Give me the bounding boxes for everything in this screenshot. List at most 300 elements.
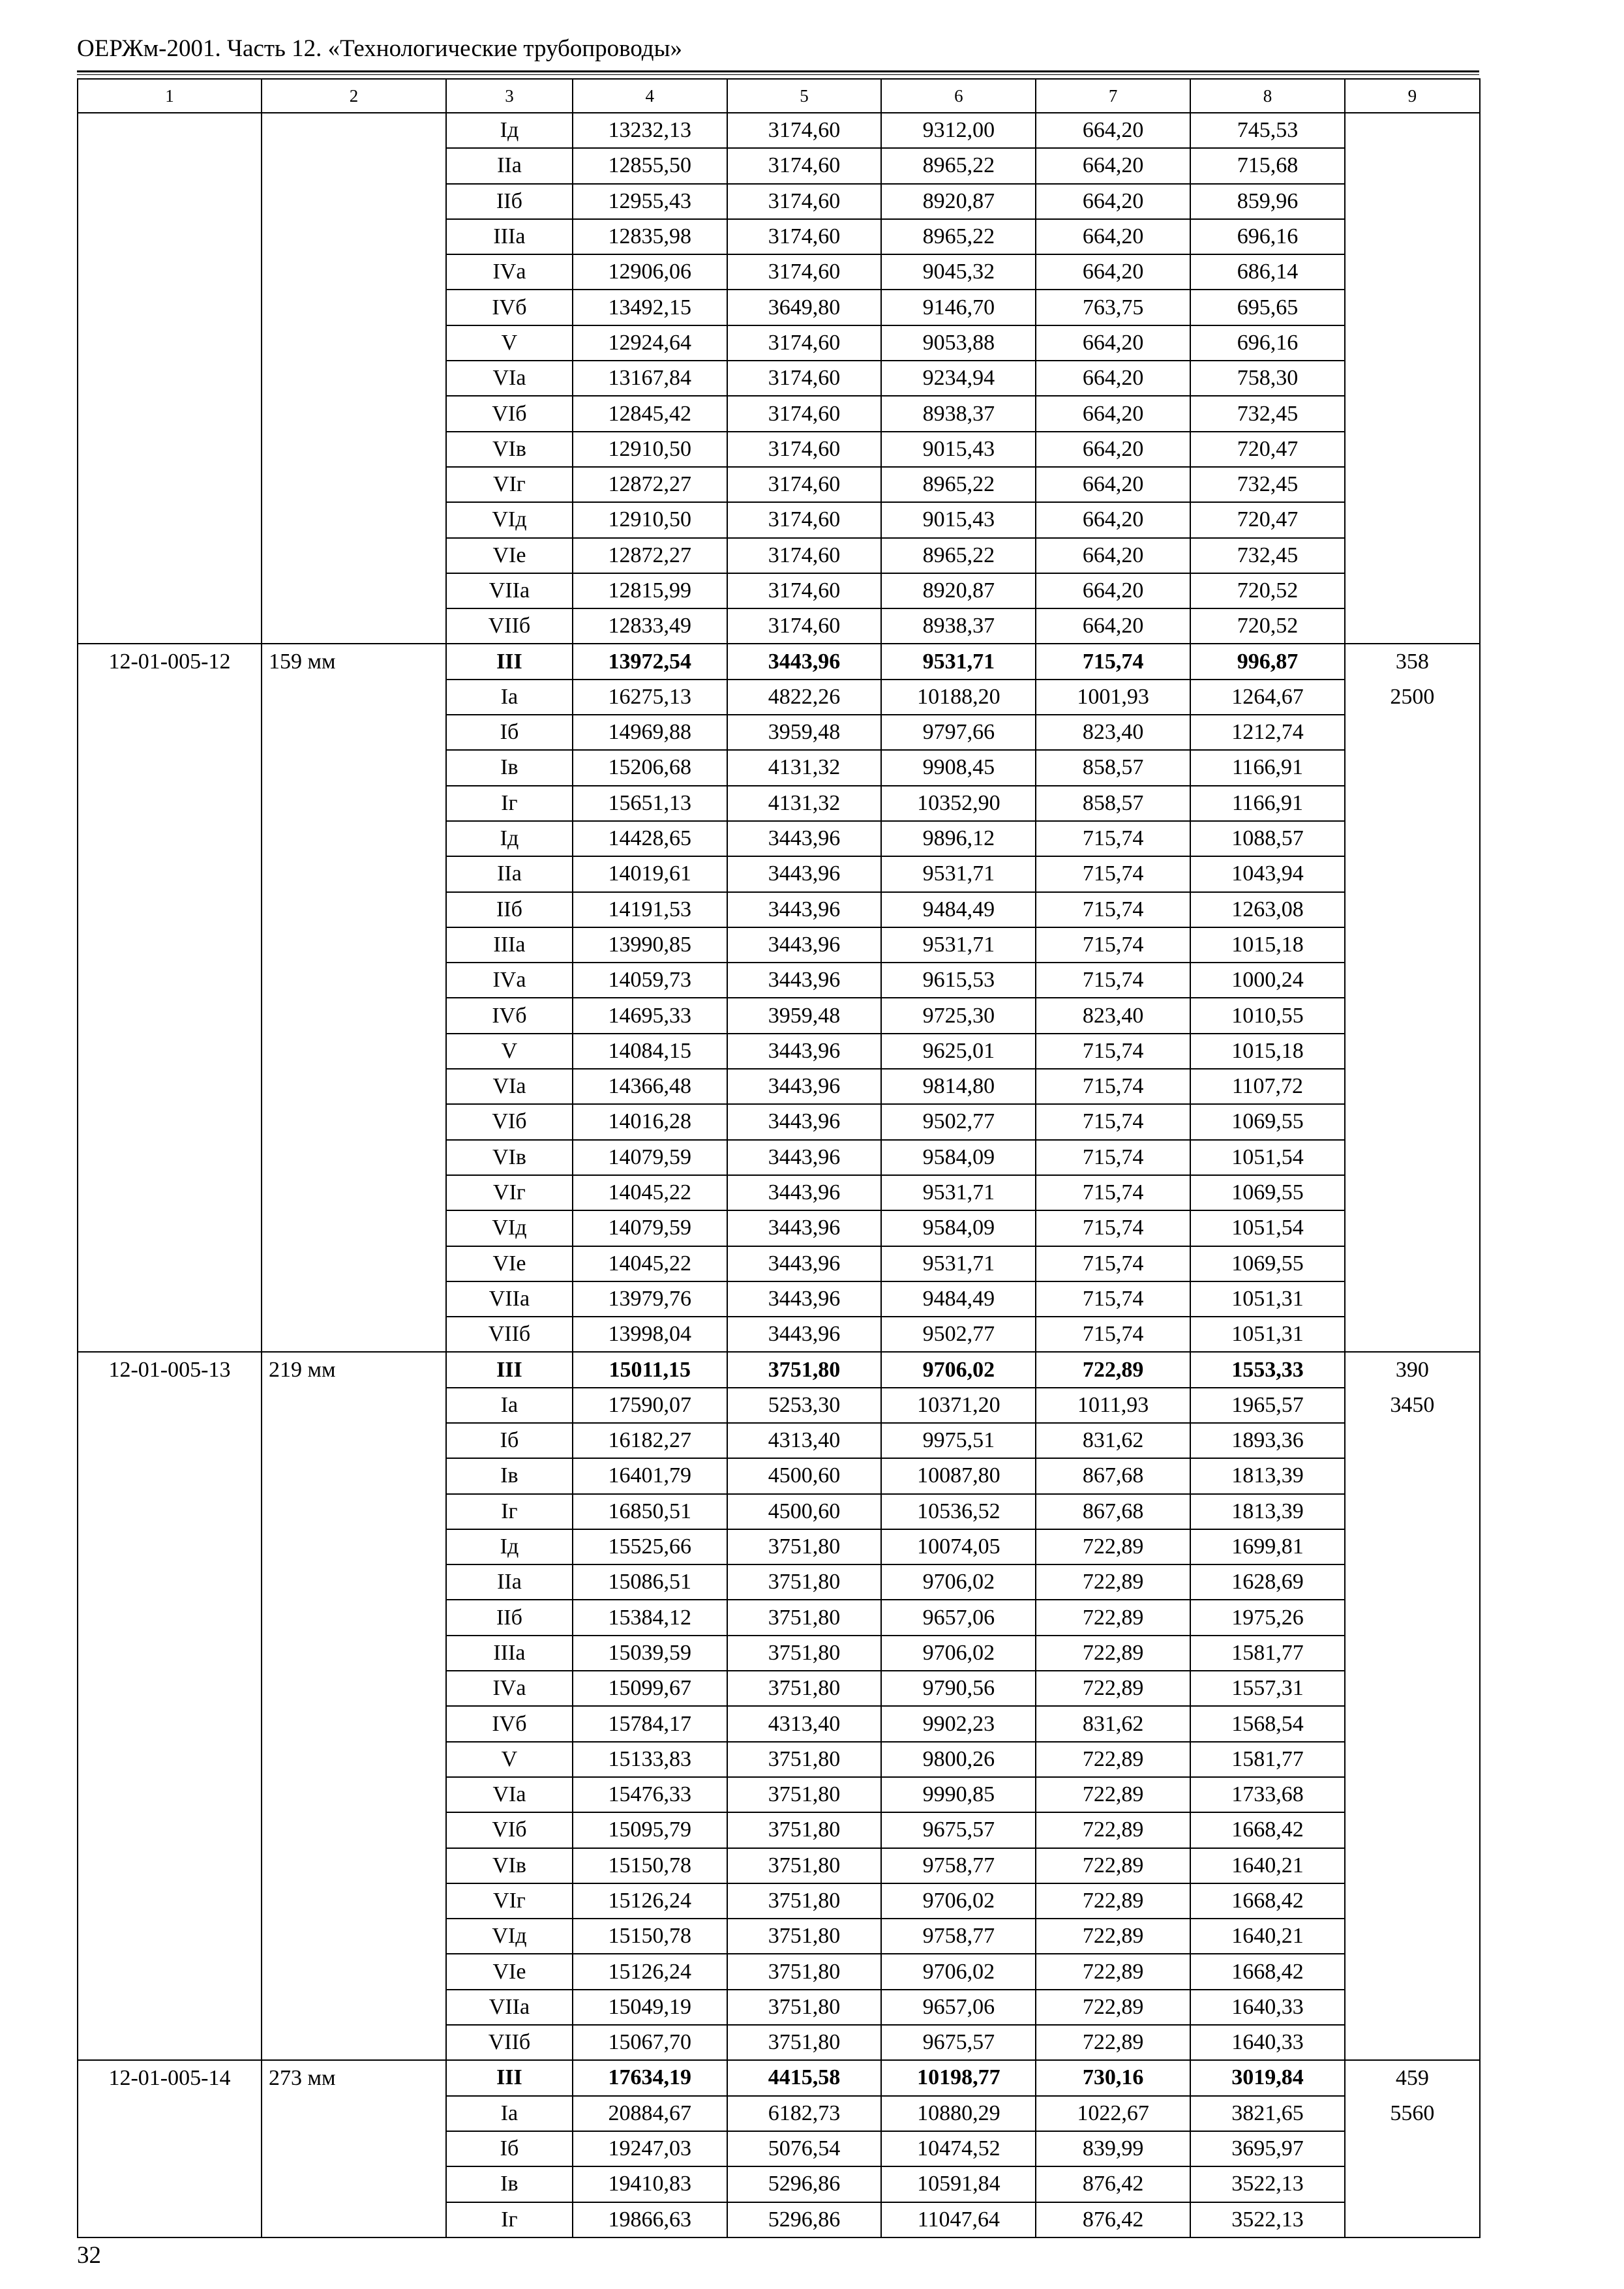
wages-cell: 3443,96: [727, 856, 882, 891]
table-row: [78, 467, 1480, 502]
pipe-diameter-cell: [262, 1210, 446, 1246]
rate-code-cell: [78, 502, 262, 537]
labor-cost-cell: [1345, 821, 1480, 856]
machine-operation-cell: 9706,02: [881, 1564, 1036, 1600]
rate-code-cell: [78, 1140, 262, 1175]
wages-cell: 3649,80: [727, 290, 882, 325]
zone-cell: VIа: [446, 1069, 573, 1104]
rate-code-cell: [78, 998, 262, 1033]
rate-code-cell: [78, 1742, 262, 1777]
machine-operation-cell: 9814,80: [881, 1069, 1036, 1104]
rate-code-cell: [78, 2096, 262, 2131]
total-cost-cell: 17634,19: [573, 2060, 727, 2095]
labor-cost-cell: [1345, 715, 1480, 750]
rate-code-cell: [78, 821, 262, 856]
rate-code-cell: [78, 750, 262, 785]
machinist-wages-cell: 858,57: [1036, 786, 1190, 821]
pipe-diameter-cell: [262, 680, 446, 715]
rate-code-cell: [78, 1990, 262, 2025]
machinist-wages-cell: 715,74: [1036, 1140, 1190, 1175]
machine-operation-cell: 9053,88: [881, 325, 1036, 361]
wages-cell: 3751,80: [727, 1600, 882, 1635]
materials-cell: 732,45: [1190, 467, 1345, 502]
rate-code-cell: [78, 325, 262, 361]
rate-code-cell: [78, 2202, 262, 2237]
materials-cell: 1107,72: [1190, 1069, 1345, 1104]
machinist-wages-cell: 722,89: [1036, 1919, 1190, 1954]
labor-cost-cell: [1345, 786, 1480, 821]
rate-code-cell: [78, 290, 262, 325]
rate-code-cell: [78, 1529, 262, 1564]
machine-operation-cell: 9045,32: [881, 254, 1036, 290]
table-row: [78, 1777, 1480, 1812]
table-row: [78, 608, 1480, 644]
rate-code-cell: [78, 608, 262, 644]
column-header: 3: [446, 79, 573, 113]
rate-code-cell: [78, 892, 262, 927]
total-cost-cell: 15086,51: [573, 1564, 727, 1600]
machinist-wages-cell: 664,20: [1036, 432, 1190, 467]
table-header-row: [78, 79, 1480, 113]
wages-cell: 3443,96: [727, 1069, 882, 1104]
wages-cell: 3443,96: [727, 927, 882, 963]
table-row: [78, 1636, 1480, 1671]
machinist-wages-cell: 867,68: [1036, 1494, 1190, 1529]
table-row: [78, 750, 1480, 785]
total-cost-cell: 12924,64: [573, 325, 727, 361]
machine-operation-cell: 9531,71: [881, 1175, 1036, 1210]
column-header: 8: [1190, 79, 1345, 113]
rate-code-cell: [78, 1317, 262, 1352]
labor-cost-cell: [1345, 1034, 1480, 1069]
machinist-wages-cell: 664,20: [1036, 361, 1190, 396]
machine-operation-cell: 9502,77: [881, 1104, 1036, 1139]
materials-cell: 1813,39: [1190, 1494, 1345, 1529]
materials-cell: 1069,55: [1190, 1104, 1345, 1139]
materials-cell: 1051,31: [1190, 1317, 1345, 1352]
zone-cell: VIг: [446, 1175, 573, 1210]
zone-cell: Iб: [446, 2131, 573, 2166]
zone-cell: VIе: [446, 1954, 573, 1989]
zone-cell: IIа: [446, 148, 573, 183]
pipe-diameter-cell: [262, 325, 446, 361]
table-row: [78, 1600, 1480, 1635]
table-row: [78, 1848, 1480, 1883]
labor-cost-cell: [1345, 1600, 1480, 1635]
zone-cell: Iб: [446, 715, 573, 750]
zone-cell: IIIа: [446, 927, 573, 963]
total-cost-cell: 14045,22: [573, 1175, 727, 1210]
column-header: 2: [262, 79, 446, 113]
labor-cost-cell: [1345, 1848, 1480, 1883]
materials-cell: 696,16: [1190, 325, 1345, 361]
table-row: [78, 396, 1480, 431]
machine-operation-cell: 9015,43: [881, 432, 1036, 467]
total-cost-cell: 15133,83: [573, 1742, 727, 1777]
labor-cost-cell: [1345, 1140, 1480, 1175]
wages-cell: 4415,58: [727, 2060, 882, 2095]
wages-cell: 3751,80: [727, 1529, 882, 1564]
labor-cost-cell: [1345, 2202, 1480, 2237]
table-row: [78, 1458, 1480, 1493]
zone-cell: VIд: [446, 1210, 573, 1246]
machine-operation-cell: 10474,52: [881, 2131, 1036, 2166]
rate-code-cell: 12-01-005-14: [78, 2060, 262, 2095]
rate-code-cell: [78, 1564, 262, 1600]
zone-cell: Iд: [446, 821, 573, 856]
wages-cell: 3959,48: [727, 998, 882, 1033]
materials-cell: 686,14: [1190, 254, 1345, 290]
total-cost-cell: 13167,84: [573, 361, 727, 396]
machinist-wages-cell: 823,40: [1036, 715, 1190, 750]
total-cost-cell: 14191,53: [573, 892, 727, 927]
labor-cost-cell: [1345, 927, 1480, 963]
machinist-wages-cell: 664,20: [1036, 608, 1190, 644]
wages-cell: 4822,26: [727, 680, 882, 715]
machine-operation-cell: 9615,53: [881, 963, 1036, 998]
materials-cell: 1166,91: [1190, 750, 1345, 785]
materials-cell: 859,96: [1190, 184, 1345, 219]
labor-cost-cell: [1345, 998, 1480, 1033]
table-row: [78, 1494, 1480, 1529]
machinist-wages-cell: 664,20: [1036, 325, 1190, 361]
pipe-diameter-cell: [262, 821, 446, 856]
wages-cell: 5296,86: [727, 2202, 882, 2237]
wages-cell: 3443,96: [727, 1210, 882, 1246]
machinist-wages-cell: 664,20: [1036, 148, 1190, 183]
table-row: [78, 1388, 1480, 1423]
wages-cell: 3959,48: [727, 715, 882, 750]
materials-cell: 1212,74: [1190, 715, 1345, 750]
pipe-diameter-cell: [262, 1636, 446, 1671]
table-row: [78, 1210, 1480, 1246]
wages-cell: 3443,96: [727, 892, 882, 927]
materials-cell: 1733,68: [1190, 1777, 1345, 1812]
total-cost-cell: 15150,78: [573, 1848, 727, 1883]
table-row: [78, 2166, 1480, 2202]
machine-operation-cell: 9706,02: [881, 1954, 1036, 1989]
machinist-wages-cell: 876,42: [1036, 2166, 1190, 2202]
zone-cell: Iа: [446, 1388, 573, 1423]
total-cost-cell: 15095,79: [573, 1812, 727, 1848]
machinist-wages-cell: 715,74: [1036, 1175, 1190, 1210]
materials-cell: 3019,84: [1190, 2060, 1345, 2095]
machine-operation-cell: 9908,45: [881, 750, 1036, 785]
labor-cost-cell: [1345, 1777, 1480, 1812]
materials-cell: 1581,77: [1190, 1636, 1345, 1671]
pipe-diameter-cell: [262, 2166, 446, 2202]
zone-cell: VIг: [446, 1883, 573, 1919]
wages-cell: 3443,96: [727, 1246, 882, 1281]
price-table: [77, 78, 1481, 2238]
labor-cost-cell: [1345, 467, 1480, 502]
materials-cell: 732,45: [1190, 396, 1345, 431]
pipe-diameter-cell: [262, 1388, 446, 1423]
machine-operation-cell: 9990,85: [881, 1777, 1036, 1812]
pipe-diameter-cell: [262, 1034, 446, 1069]
total-cost-cell: 20884,67: [573, 2096, 727, 2131]
rate-code-cell: [78, 1034, 262, 1069]
zone-cell: V: [446, 1742, 573, 1777]
wages-cell: 3443,96: [727, 1034, 882, 1069]
wages-cell: 3174,60: [727, 396, 882, 431]
zone-cell: IIIа: [446, 219, 573, 254]
zone-cell: Iд: [446, 1529, 573, 1564]
rate-code-cell: [78, 2025, 262, 2060]
labor-cost-cell: [1345, 963, 1480, 998]
materials-cell: 1043,94: [1190, 856, 1345, 891]
pipe-diameter-cell: [262, 786, 446, 821]
labor-cost-cell: [1345, 1883, 1480, 1919]
zone-cell: VIа: [446, 361, 573, 396]
labor-cost-cell: [1345, 608, 1480, 644]
pipe-diameter-cell: [262, 1564, 446, 1600]
pipe-diameter-cell: [262, 1317, 446, 1352]
pipe-diameter-cell: [262, 1848, 446, 1883]
column-header: 6: [881, 79, 1036, 113]
table-row: [78, 148, 1480, 183]
materials-cell: 1893,36: [1190, 1423, 1345, 1458]
labor-cost-cell: [1345, 1990, 1480, 2025]
total-cost-cell: 15049,19: [573, 1990, 727, 2025]
pipe-diameter-cell: [262, 1919, 446, 1954]
zone-cell: VIб: [446, 1104, 573, 1139]
materials-cell: 720,52: [1190, 608, 1345, 644]
zone-cell: Iв: [446, 1458, 573, 1493]
total-cost-cell: 15039,59: [573, 1636, 727, 1671]
materials-cell: 1263,08: [1190, 892, 1345, 927]
zone-cell: VIа: [446, 1777, 573, 1812]
labor-cost-cell: [1345, 432, 1480, 467]
total-cost-cell: 14019,61: [573, 856, 727, 891]
pipe-diameter-cell: [262, 856, 446, 891]
zone-cell: VIв: [446, 432, 573, 467]
total-cost-cell: 17590,07: [573, 1388, 727, 1423]
machine-operation-cell: 10198,77: [881, 2060, 1036, 2095]
labor-cost-cell: [1345, 1812, 1480, 1848]
table-row: [78, 892, 1480, 927]
table-row: [78, 1069, 1480, 1104]
total-cost-cell: 15099,67: [573, 1671, 727, 1706]
machinist-wages-cell: 715,74: [1036, 1281, 1190, 1317]
rate-code-cell: [78, 1104, 262, 1139]
total-cost-cell: 12910,50: [573, 432, 727, 467]
table-row: [78, 290, 1480, 325]
pipe-diameter-cell: 159 мм: [262, 644, 446, 679]
rate-code-cell: [78, 2131, 262, 2166]
materials-cell: 1568,54: [1190, 1706, 1345, 1741]
rate-code-cell: [78, 1281, 262, 1317]
zone-cell: VIг: [446, 467, 573, 502]
machinist-wages-cell: 722,89: [1036, 1812, 1190, 1848]
machinist-wages-cell: 715,74: [1036, 821, 1190, 856]
zone-cell: VIIа: [446, 1281, 573, 1317]
zone-cell: III: [446, 644, 573, 679]
wages-cell: 3174,60: [727, 219, 882, 254]
materials-cell: 1975,26: [1190, 1600, 1345, 1635]
materials-cell: 696,16: [1190, 219, 1345, 254]
wages-cell: 3751,80: [727, 1352, 882, 1387]
machinist-wages-cell: 722,89: [1036, 1600, 1190, 1635]
table-row: [78, 1529, 1480, 1564]
pipe-diameter-cell: [262, 1529, 446, 1564]
total-cost-cell: 14045,22: [573, 1246, 727, 1281]
wages-cell: 3751,80: [727, 1564, 882, 1600]
rate-code-cell: [78, 1812, 262, 1848]
machinist-wages-cell: 867,68: [1036, 1458, 1190, 1493]
zone-cell: VIе: [446, 538, 573, 573]
zone-cell: IIб: [446, 184, 573, 219]
pipe-diameter-cell: [262, 2025, 446, 2060]
machine-operation-cell: 9675,57: [881, 1812, 1036, 1848]
zone-cell: Iг: [446, 786, 573, 821]
machine-operation-cell: 9584,09: [881, 1140, 1036, 1175]
total-cost-cell: 15150,78: [573, 1919, 727, 1954]
machinist-wages-cell: 715,74: [1036, 927, 1190, 963]
rate-code-cell: [78, 1883, 262, 1919]
machine-operation-cell: 9790,56: [881, 1671, 1036, 1706]
materials-cell: 1668,42: [1190, 1883, 1345, 1919]
rate-code-cell: [78, 361, 262, 396]
wages-cell: 3751,80: [727, 1636, 882, 1671]
materials-cell: 1051,31: [1190, 1281, 1345, 1317]
pipe-diameter-cell: [262, 113, 446, 148]
machinist-wages-cell: 715,74: [1036, 1210, 1190, 1246]
machinist-wages-cell: 664,20: [1036, 184, 1190, 219]
wages-cell: 4313,40: [727, 1423, 882, 1458]
machinist-wages-cell: 715,74: [1036, 892, 1190, 927]
machine-operation-cell: 9706,02: [881, 1883, 1036, 1919]
pipe-diameter-cell: [262, 927, 446, 963]
labor-cost-cell: [1345, 2025, 1480, 2060]
pipe-diameter-cell: [262, 1069, 446, 1104]
total-cost-cell: 16401,79: [573, 1458, 727, 1493]
labor-cost-cell: [1345, 219, 1480, 254]
column-header: 4: [573, 79, 727, 113]
pipe-diameter-cell: [262, 184, 446, 219]
pipe-diameter-cell: [262, 148, 446, 183]
table-row: [78, 538, 1480, 573]
labor-cost-cell: [1345, 502, 1480, 537]
labor-cost-cell: 3450: [1345, 1388, 1480, 1423]
machinist-wages-cell: 1011,93: [1036, 1388, 1190, 1423]
rate-code-cell: [78, 254, 262, 290]
machine-operation-cell: 10188,20: [881, 680, 1036, 715]
machinist-wages-cell: 722,89: [1036, 1671, 1190, 1706]
table-row: [78, 325, 1480, 361]
materials-cell: 1010,55: [1190, 998, 1345, 1033]
labor-cost-cell: [1345, 1069, 1480, 1104]
zone-cell: IIа: [446, 856, 573, 891]
rate-code-cell: [78, 1671, 262, 1706]
machine-operation-cell: 9234,94: [881, 361, 1036, 396]
total-cost-cell: 15525,66: [573, 1529, 727, 1564]
materials-cell: 1581,77: [1190, 1742, 1345, 1777]
wages-cell: 3751,80: [727, 1777, 882, 1812]
machine-operation-cell: 10880,29: [881, 2096, 1036, 2131]
machinist-wages-cell: 664,20: [1036, 396, 1190, 431]
machinist-wages-cell: 722,89: [1036, 1883, 1190, 1919]
table-row: [78, 432, 1480, 467]
table-row: [78, 1564, 1480, 1600]
zone-cell: VIд: [446, 1919, 573, 1954]
zone-cell: IIIа: [446, 1636, 573, 1671]
wages-cell: 3174,60: [727, 325, 882, 361]
machinist-wages-cell: 722,89: [1036, 1564, 1190, 1600]
column-header: 1: [78, 79, 262, 113]
table-row: [78, 1281, 1480, 1317]
pipe-diameter-cell: [262, 2131, 446, 2166]
machine-operation-cell: 8965,22: [881, 538, 1036, 573]
table-row: [78, 1352, 1480, 1387]
table-row: [78, 1990, 1480, 2025]
total-cost-cell: 12906,06: [573, 254, 727, 290]
zone-cell: VIе: [446, 1246, 573, 1281]
wages-cell: 4131,32: [727, 786, 882, 821]
wages-cell: 3443,96: [727, 1104, 882, 1139]
zone-cell: VIб: [446, 1812, 573, 1848]
wages-cell: 4500,60: [727, 1458, 882, 1493]
machinist-wages-cell: 664,20: [1036, 254, 1190, 290]
rate-code-cell: [78, 1777, 262, 1812]
labor-cost-cell: [1345, 396, 1480, 431]
wages-cell: 4131,32: [727, 750, 882, 785]
labor-cost-cell: [1345, 538, 1480, 573]
machine-operation-cell: 8938,37: [881, 608, 1036, 644]
rate-code-cell: [78, 2166, 262, 2202]
materials-cell: 3695,97: [1190, 2131, 1345, 2166]
pipe-diameter-cell: [262, 502, 446, 537]
machine-operation-cell: 9797,66: [881, 715, 1036, 750]
total-cost-cell: 15476,33: [573, 1777, 727, 1812]
machine-operation-cell: 9758,77: [881, 1848, 1036, 1883]
total-cost-cell: 19410,83: [573, 2166, 727, 2202]
machinist-wages-cell: 715,74: [1036, 1246, 1190, 1281]
machine-operation-cell: 9531,71: [881, 856, 1036, 891]
pipe-diameter-cell: [262, 538, 446, 573]
machinist-wages-cell: 664,20: [1036, 219, 1190, 254]
machinist-wages-cell: 722,89: [1036, 1777, 1190, 1812]
labor-cost-cell: 459: [1345, 2060, 1480, 2095]
machinist-wages-cell: 664,20: [1036, 467, 1190, 502]
total-cost-cell: 12855,50: [573, 148, 727, 183]
labor-cost-cell: [1345, 1671, 1480, 1706]
machinist-wages-cell: 715,74: [1036, 1104, 1190, 1139]
machine-operation-cell: 8920,87: [881, 573, 1036, 608]
table-row: [78, 715, 1480, 750]
zone-cell: Iг: [446, 1494, 573, 1529]
labor-cost-cell: [1345, 1636, 1480, 1671]
total-cost-cell: 19247,03: [573, 2131, 727, 2166]
pipe-diameter-cell: 273 мм: [262, 2060, 446, 2095]
wages-cell: 3174,60: [727, 502, 882, 537]
materials-cell: 1088,57: [1190, 821, 1345, 856]
table-row: [78, 1706, 1480, 1741]
wages-cell: 3751,80: [727, 1671, 882, 1706]
machine-operation-cell: 9312,00: [881, 113, 1036, 148]
wages-cell: 3443,96: [727, 963, 882, 998]
table-row: [78, 1034, 1480, 1069]
rate-code-cell: [78, 467, 262, 502]
wages-cell: 3443,96: [727, 1175, 882, 1210]
machinist-wages-cell: 715,74: [1036, 963, 1190, 998]
total-cost-cell: 13990,85: [573, 927, 727, 963]
total-cost-cell: 14079,59: [573, 1140, 727, 1175]
pipe-diameter-cell: [262, 2202, 446, 2237]
pipe-diameter-cell: [262, 1883, 446, 1919]
pipe-diameter-cell: 219 мм: [262, 1352, 446, 1387]
zone-cell: VIIа: [446, 1990, 573, 2025]
